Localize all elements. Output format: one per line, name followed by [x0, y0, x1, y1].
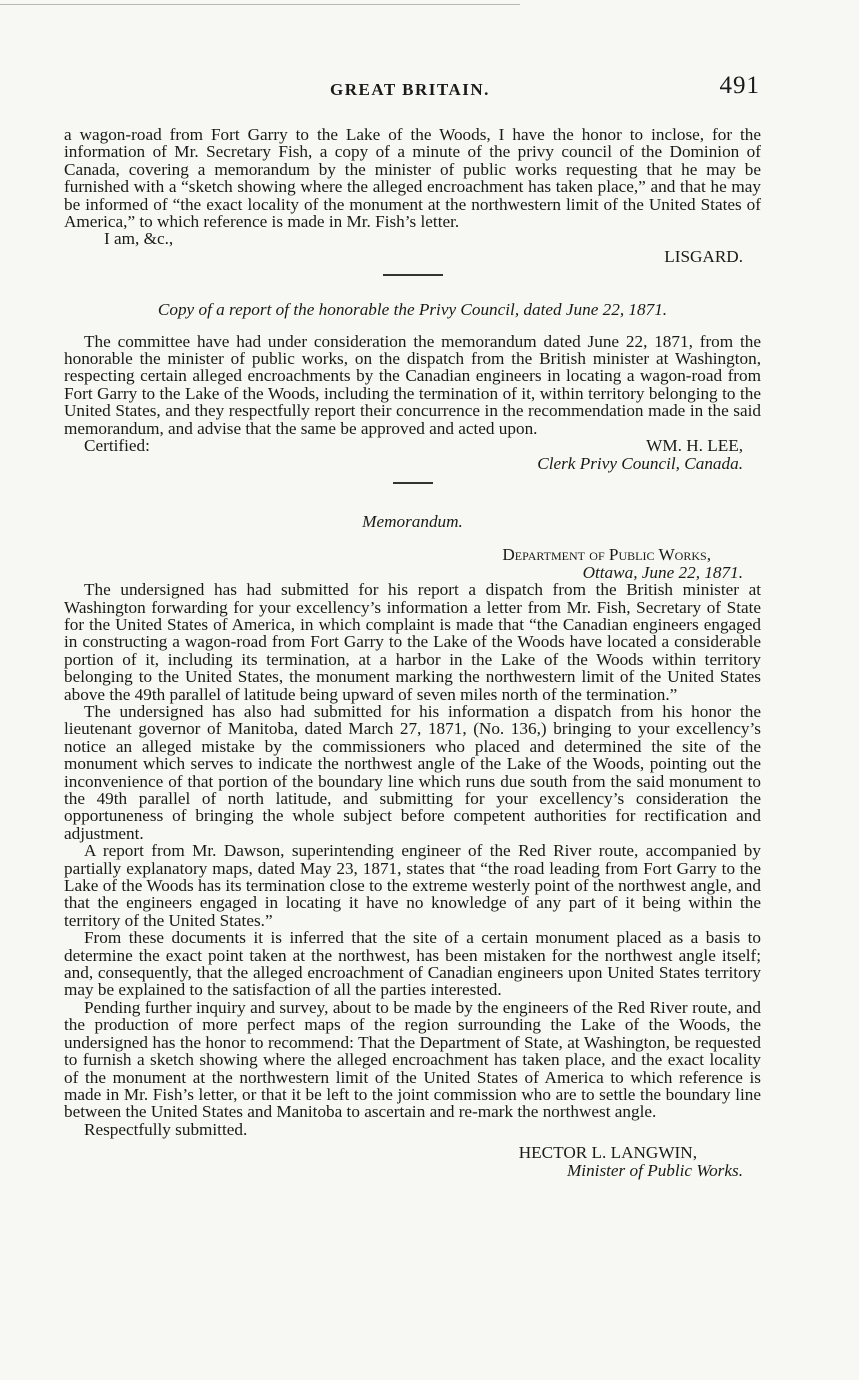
report-signer-title: Clerk Privy Council, Canada. [537, 453, 743, 473]
report-text: The committee have had under consideration the memorandum dated June 22, 1871, from the honorable the minister of public works, on the dispatch from the British minister at Washington, respecting certain alleged encroachments by the Canadian engineers in locating a wagon-road from Fort Garry to the Lake of the Woods, including the termination of it, within territory belonging to the United States, and they respectfully report their concurrence in the recommendation made in the said memorandum, and advise that the same be approved and acted upon. [64, 331, 761, 438]
certification-row [64, 437, 761, 454]
report-signer: WM. H. LEE, [646, 436, 743, 456]
letter-signature: LISGARD. [664, 246, 743, 266]
memo-paragraph: The undersigned has had submitted for his report a dispatch from the British minister at Washington forwarding for your excellency’s information a letter from Mr. Fish, Secretary of State for the United States of America, in which complaint is made that “the Canadian engineers engaged in constructing a wagon-road from Fort Garry to the Lake of the Woods have located a considerable portion of it, including its termination, at a harbor in the Lake of the Woods within territory belonging to the United States, the monument marking the northwestern limit of the United States above the 49th parallel of latitude being upward of seven miles north of the termination.” [64, 580, 761, 704]
report-heading: Copy of a report of the honorable the Privy Council, dated June 22, 1871. [157, 300, 668, 320]
memo-signer: HECTOR L. LANGWIN, [518, 1143, 697, 1163]
memo-paragraph: The undersigned has also had submitted for his information a dispatch from his honor the lieutenant governor of Manitoba, dated March 27, 1871, (No. 136,) bringing to your excellency’s notice an alleged mistake by the commissioners who placed and determined the site of the monument which serves to indicate the northwest angle of the Lake of the Woods, pointing out the inconvenience of that portion of the boundary line which runs due south from the said monument to the 49th parallel of north latitude, and submitting for your excellency’s consideration the opportuneness of bringing the whole subject before competent authorities for rectification and adjustment. [64, 701, 761, 843]
top-rule [0, 4, 520, 5]
place-date-line: Ottawa, June 22, 1871. [582, 562, 743, 582]
memo-paragraph: From these documents it is inferred that the site of a certain monument placed as a basis to determine the exact point taken at the northwest, has been mistaken for the northwest angle itself; and, consequently, that the alleged encroachment of Canadian engineers upon United States territory may be explained to the satisfaction of all the parties interested. [64, 928, 761, 1000]
memo-paragraph: A report from Mr. Dawson, superintending engineer of the Red River route, accompanied by partially explanatory maps, dated May 23, 1871, states that “the road leading from Fort Garry to the Lake of the Woods has its termination close to the extreme westerly point of the northwest angle, and that the engineers engaged in locating it have no knowledge of any part of it being within the territory of the United States.” [64, 841, 761, 930]
certified-label: Certified: [84, 436, 150, 456]
page-number: 491 [719, 72, 760, 99]
page-body [64, 126, 761, 1179]
letter-closing: I am, &c., [104, 229, 174, 249]
memo-paragraph: Pending further inquiry and survey, about to be made by the engineers of the Red River route, and the production of more perfect maps of the region surrounding the Lake of the Woods, the undersigned has the honor to recommend: That the Department of State, at Washington, be requested to furnish a sketch showing where the alleged encroachment has taken place, and the exact locality of the monument at the northwestern limit of the United States of America to which reference is made in Mr. Fish’s letter, or that it be left to the joint commission who are to settle the boundary line between the United States and Manitoba to ascertain and re-mark the northwest angle. [64, 997, 761, 1122]
letter-text: a wagon-road from Fort Garry to the Lake of the Woods, I have the honor to inclose, for the information of Mr. Secretary Fish, a copy of a minute of the privy council of the Dominion of Canada, covering a memorandum by the minister of public works requesting that he may be furnished with a “sketch showing where the alleged encroachment has taken place,” and that he may be informed of “the exact locality of the monument at the northwestern limit of the United States of America,” to which reference is made in Mr. Fish’s letter. [64, 125, 761, 232]
memo-signer-title: Minister of Public Works. [566, 1160, 743, 1180]
department-line: Department of Public Works, [502, 545, 711, 565]
memorandum-heading: Memorandum. [362, 511, 463, 531]
page-header [64, 72, 764, 108]
running-title: GREAT BRITAIN. [330, 80, 490, 99]
memo-paragraph: Respectfully submitted. [84, 1119, 248, 1139]
